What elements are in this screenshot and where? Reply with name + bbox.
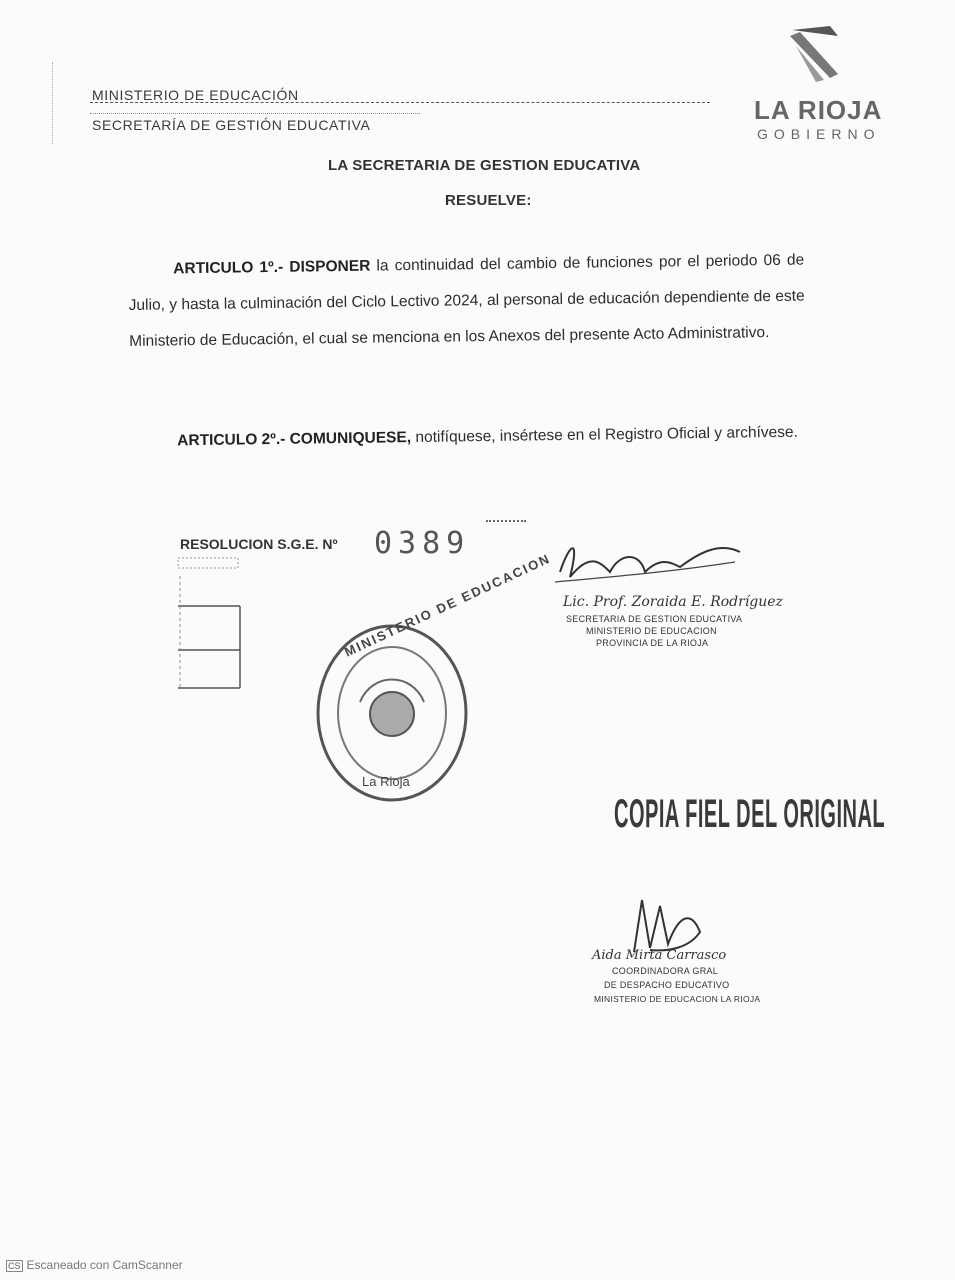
signature-2-line1: COORDINADORA GRAL — [612, 966, 719, 976]
secretariat-header: SECRETARÍA DE GESTIÓN EDUCATIVA — [92, 117, 371, 133]
scan-margin-marks — [52, 62, 79, 144]
article-2-text: notifíquese, insértese en el Registro Oficial y archívese. — [415, 423, 799, 447]
resolution-label: RESOLUCION S.G.E. Nº — [180, 536, 338, 552]
signature-1-scribble-icon — [550, 532, 750, 592]
signature-1-name: Lic. Prof. Zoraida E. Rodríguez — [563, 594, 783, 610]
seal-ring-text: MINISTERIO DE EDUCACION — [342, 550, 554, 660]
camscanner-icon: CS — [8, 1261, 21, 1271]
scanner-text: Escaneado con CamScanner — [26, 1258, 183, 1272]
header-rule-2 — [90, 113, 420, 114]
signature-1-line1: SECRETARIA DE GESTION EDUCATIVA — [566, 614, 743, 624]
registry-stamp-boxes — [176, 556, 242, 692]
ministry-seal — [314, 550, 554, 804]
signature-2-line2: DE DESPACHO EDUCATIVO — [604, 980, 730, 990]
signature-2-name: Aida Mirta Carrasco — [592, 948, 727, 963]
article-2-verb: COMUNIQUESE, — [289, 429, 412, 448]
seal-bottom-text: La Rioja — [362, 774, 410, 789]
signature-2-line3: MINISTERIO DE EDUCACION LA RIOJA — [594, 994, 761, 1004]
scanner-footer — [6, 1258, 183, 1272]
number-scribble — [486, 520, 526, 526]
resolves-title: RESUELVE: — [445, 192, 532, 209]
article-1-label: ARTICULO 1º.- — [173, 258, 284, 278]
article-1-text: la continuidad del cambio de funciones por el periodo 06 de Julio, y hasta la culminación del Ciclo Lectivo 2024, al personal de educación dependiente de este Ministerio de Educación, el cual se menciona en los Anexos del presente Acto Administrativo. — [128, 251, 805, 350]
la-rioja-logo-icon — [786, 22, 846, 92]
article-2 — [130, 415, 810, 460]
article-2-label: ARTICULO 2º.- — [177, 430, 286, 450]
ministry-header: MINISTERIO DE EDUCACIÓN — [92, 87, 299, 103]
signature-1-line3: PROVINCIA DE LA RIOJA — [596, 638, 709, 648]
signature-1-line2: MINISTERIO DE EDUCACION — [586, 626, 717, 636]
copy-certified-stamp: COPIA FIEL DEL ORIGINAL — [614, 792, 886, 836]
article-1 — [128, 243, 805, 360]
logo-name: LA RIOJA — [754, 95, 883, 125]
authority-title: LA SECRETARIA DE GESTION EDUCATIVA — [328, 157, 641, 174]
header-rule — [90, 102, 710, 103]
resolution-number: 0389 — [374, 526, 471, 561]
article-1-verb: DISPONER — [289, 257, 371, 276]
logo-subtitle: GOBIERNO — [757, 126, 881, 142]
